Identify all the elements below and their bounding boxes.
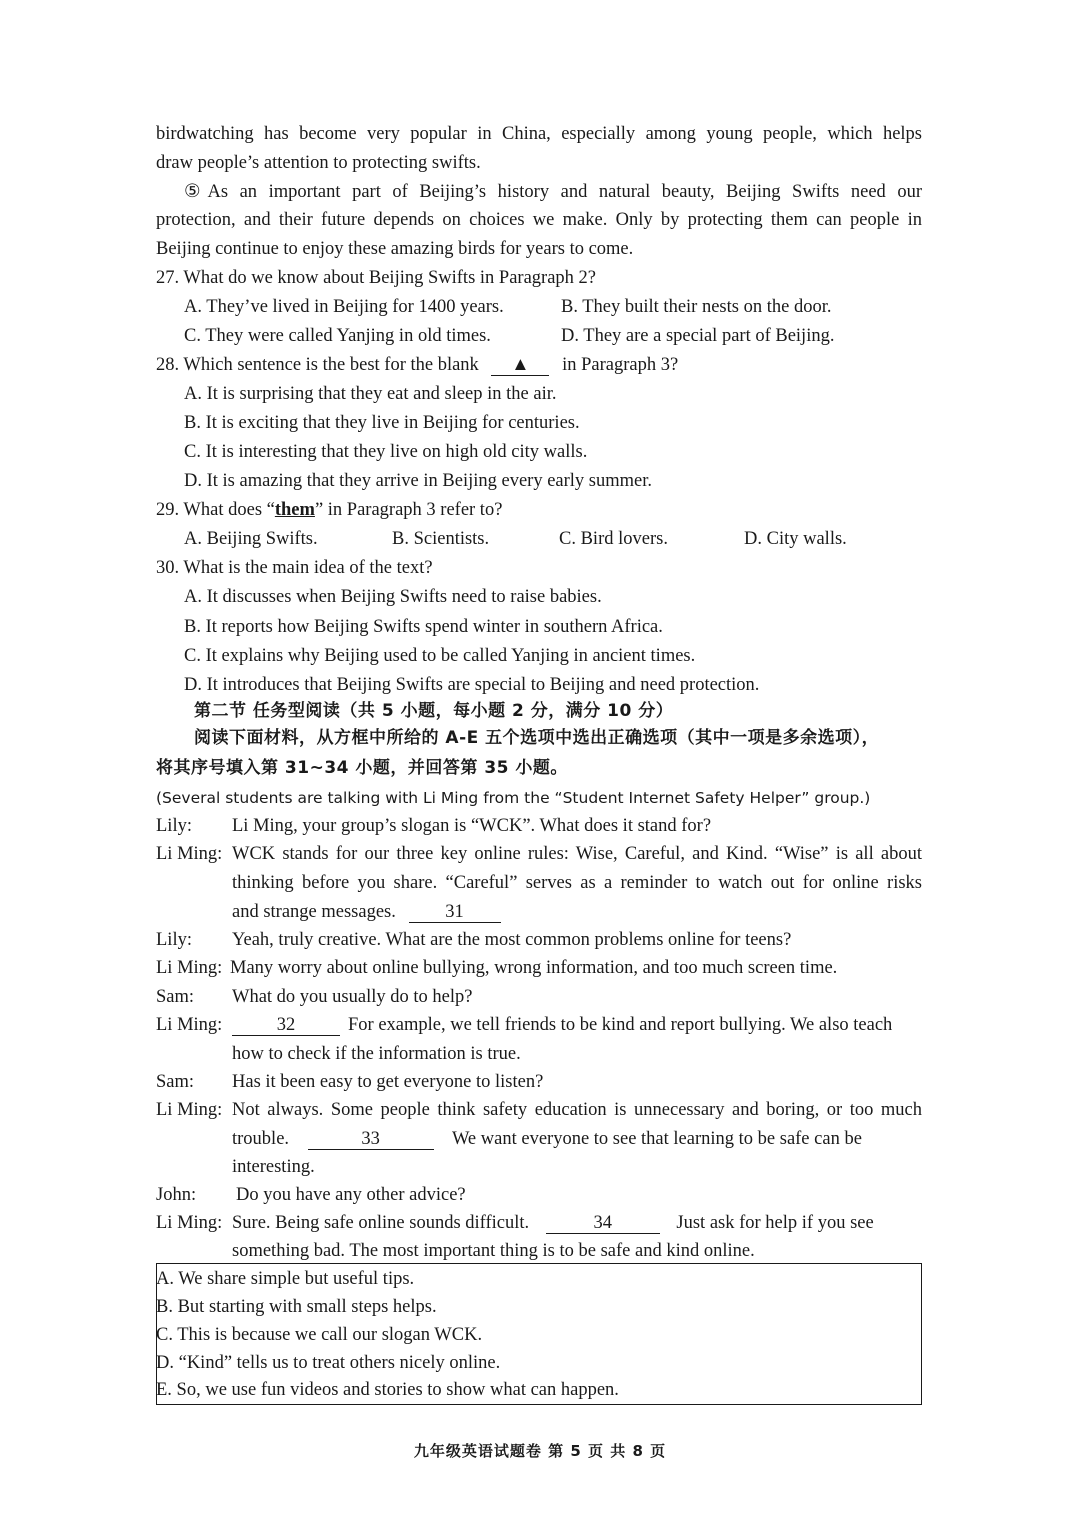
dialogue-line: something bad. The most important thing is to be safe and kind online.: [232, 1241, 755, 1261]
speaker-label: Lily:: [156, 930, 192, 950]
dialogue-line: WCK stands for our three key online rules: Wise, Careful, and Kind. “Wise” is all about: [232, 844, 922, 864]
answer-blank: 33: [308, 1129, 434, 1150]
dialogue-line: Not always. Some people think safety education is unnecessary and boring, or too much: [232, 1100, 922, 1120]
box-option: C. This is because we call our slogan WCK.: [156, 1325, 483, 1345]
answer-blank: [491, 355, 549, 376]
answer-blank: 32: [232, 1015, 340, 1036]
dialogue-line: Yeah, truly creative. What are the most common problems online for teens?: [232, 930, 792, 950]
section-instructions: 将其序号填入第 31~34 小题，并回答第 35 小题。: [156, 758, 568, 778]
dialogue-line: Li Ming, your group’s slogan is “WCK”. What does it stand for?: [232, 816, 712, 836]
passage-text: draw people’s attention to protecting swifts.: [156, 153, 481, 173]
dialogue-text: For example, we tell friends to be kind and report bullying. We also teach: [348, 1015, 893, 1035]
page-footer: 九年级英语试题卷 第 5 页 共 8 页: [413, 1442, 667, 1460]
speaker-label: Li Ming:: [156, 1213, 223, 1233]
question-stem: [156, 496, 922, 525]
dialogue-text: Just ask for help if you see: [676, 1213, 874, 1233]
passage-text: ⑤As an important part of Beijing’s history and natural beauty, Beijing Swifts need our: [184, 182, 922, 202]
box-option: A. We share simple but useful tips.: [156, 1269, 415, 1289]
passage-text: Beijing continue to enjoy these amazing birds for years to come.: [156, 239, 634, 259]
answer-option: C. It is interesting that they live on high old city walls.: [184, 442, 588, 462]
stem-text: 28. Which sentence is the best for the blank: [156, 355, 479, 375]
speaker-label: Sam:: [156, 987, 195, 1007]
speaker-label: Li Ming:: [156, 1015, 223, 1035]
answer-option: A. They’ve lived in Beijing for 1400 years.: [184, 297, 504, 317]
speaker-label: Sam:: [156, 1072, 195, 1092]
answer-option: A. Beijing Swifts.: [184, 529, 318, 549]
dialogue-text: and strange messages.: [232, 902, 396, 922]
question-stem: 30. What is the main idea of the text?: [156, 558, 433, 578]
dialogue-text: Sure. Being safe online sounds difficult.: [232, 1213, 530, 1233]
box-option: B. But starting with small steps helps.: [156, 1297, 437, 1317]
stem-text: in Paragraph 3?: [562, 355, 679, 375]
section-heading: 第二节 任务型阅读（共 5 小题，每小题 2 分，满分 10 分）: [194, 701, 674, 721]
answer-option: B. Scientists.: [392, 529, 490, 549]
dialogue-intro: (Several students are talking with Li Ming from the “Student Internet Safety Helper” group.): [156, 789, 871, 807]
question-stem: 27. What do we know about Beijing Swifts in Paragraph 2?: [156, 268, 596, 288]
box-option: E. So, we use fun videos and stories to show what can happen.: [156, 1380, 619, 1400]
answer-option: B. It is exciting that they live in Beijing for centuries.: [184, 413, 580, 433]
section-instructions: 阅读下面材料，从方框中所给的 A-E 五个选项中选出正确选项（其中一项是多余选项），: [194, 728, 880, 748]
dialogue-line: how to check if the information is true.: [232, 1044, 521, 1064]
answer-blank: 31: [409, 902, 501, 923]
dialogue-line: [232, 1011, 922, 1040]
dialogue-line: [232, 1125, 922, 1154]
dialogue-line: What do you usually do to help?: [232, 987, 473, 1007]
answer-option: A. It discusses when Beijing Swifts need to raise babies.: [184, 587, 602, 607]
answer-option: D. City walls.: [744, 529, 847, 549]
stem-keyword: them: [274, 500, 315, 520]
stem-text: 29. What does “: [156, 500, 275, 520]
answer-option: C. Bird lovers.: [559, 529, 668, 549]
answer-option: C. They were called Yanjing in old times.: [184, 326, 491, 346]
dialogue-line: interesting.: [232, 1157, 315, 1177]
speaker-label: Li Ming:: [156, 1100, 223, 1120]
dialogue-text: We want everyone to see that learning to be safe can be: [451, 1129, 862, 1149]
answer-option: C. It explains why Beijing used to be called Yanjing in ancient times.: [184, 646, 696, 666]
passage-text: protection, and their future depends on choices we make. Only by protecting them can people in: [156, 210, 922, 230]
speaker-label: John:: [156, 1185, 197, 1205]
dialogue-line: Do you have any other advice?: [236, 1185, 466, 1205]
answer-option: A. It is surprising that they eat and sleep in the air.: [184, 384, 557, 404]
dialogue-line: [232, 898, 922, 927]
speaker-label: Li Ming:: [156, 958, 223, 978]
stem-text: ” in Paragraph 3 refer to?: [314, 500, 503, 520]
speaker-label: Li Ming:: [156, 844, 223, 864]
answer-option: B. It reports how Beijing Swifts spend winter in southern Africa.: [184, 617, 663, 637]
answer-option: D. It introduces that Beijing Swifts are special to Beijing and need protection.: [184, 675, 760, 695]
passage-text: birdwatching has become very popular in China, especially among young people, which helps: [156, 124, 922, 144]
answer-option: B. They built their nests on the door.: [561, 297, 832, 317]
answer-blank: 34: [546, 1213, 660, 1234]
triangle-icon: ▲: [511, 355, 530, 375]
dialogue-text: trouble.: [232, 1129, 290, 1149]
answer-option: D. It is amazing that they arrive in Beijing every early summer.: [184, 471, 653, 491]
dialogue-line: Has it been easy to get everyone to listen?: [232, 1072, 544, 1092]
answer-option: D. They are a special part of Beijing.: [561, 326, 835, 346]
speaker-label: Lily:: [156, 816, 192, 836]
dialogue-line: Many worry about online bullying, wrong information, and too much screen time.: [230, 958, 838, 978]
box-option: D. “Kind” tells us to treat others nicely online.: [156, 1353, 501, 1373]
dialogue-line: [232, 1209, 922, 1238]
dialogue-line: thinking before you share. “Careful” serves as a reminder to watch out for online risks: [232, 873, 922, 893]
question-stem: [156, 351, 922, 380]
